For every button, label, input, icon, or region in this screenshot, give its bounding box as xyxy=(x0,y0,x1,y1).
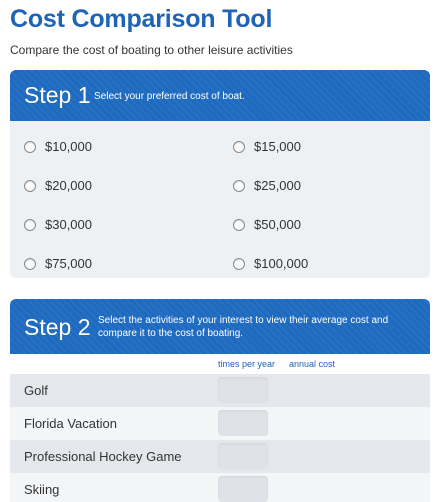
boat-cost-option-30000[interactable] xyxy=(24,217,92,232)
radio-button[interactable] xyxy=(233,219,245,231)
activity-row-skiing[interactable] xyxy=(10,473,430,502)
boat-cost-option-75000[interactable] xyxy=(24,256,92,271)
boat-cost-option-25000[interactable] xyxy=(233,178,301,193)
activity-table xyxy=(10,374,430,502)
activity-row-golf[interactable] xyxy=(10,374,430,407)
page-title: Cost Comparison Tool xyxy=(10,5,273,33)
boat-cost-options xyxy=(10,121,430,278)
option-label: $10,000 xyxy=(45,139,92,154)
option-label: $75,000 xyxy=(45,256,92,271)
step2-card xyxy=(10,299,430,502)
activity-label: Florida Vacation xyxy=(24,416,117,431)
step1-card xyxy=(10,70,430,278)
boat-cost-option-50000[interactable] xyxy=(233,217,301,232)
option-label: $30,000 xyxy=(45,217,92,232)
column-times-per-year: times per year xyxy=(218,359,276,369)
radio-button[interactable] xyxy=(233,180,245,192)
activity-row-florida-vacation[interactable] xyxy=(10,407,430,440)
option-label: $50,000 xyxy=(254,217,301,232)
option-label: $100,000 xyxy=(254,256,309,271)
option-label: $25,000 xyxy=(254,178,301,193)
step1-instruction: Select your preferred cost of boat. xyxy=(94,91,245,102)
boat-cost-option-10000[interactable] xyxy=(24,139,92,154)
activity-label: Golf xyxy=(24,383,48,398)
times-per-year-input[interactable] xyxy=(218,476,268,502)
boat-cost-option-15000[interactable] xyxy=(233,139,301,154)
activity-table-header xyxy=(10,354,430,374)
activity-label: Professional Hockey Game xyxy=(24,449,182,464)
option-label: $15,000 xyxy=(254,139,301,154)
radio-button[interactable] xyxy=(24,141,36,153)
radio-button[interactable] xyxy=(233,141,245,153)
activity-label: Skiing xyxy=(24,482,60,497)
step2-instruction: Select the activities of your interest to view their average cost and compare it to the cost of boating. xyxy=(98,315,389,339)
radio-button[interactable] xyxy=(233,258,245,270)
times-per-year-input[interactable] xyxy=(218,377,268,403)
step2-label: Step 2 xyxy=(24,314,91,340)
times-per-year-input[interactable] xyxy=(218,443,268,469)
page-subtitle: Compare the cost of boating to other leisure activities xyxy=(10,43,293,57)
radio-button[interactable] xyxy=(24,258,36,270)
times-per-year-input[interactable] xyxy=(218,410,268,436)
boat-cost-option-20000[interactable] xyxy=(24,178,92,193)
activity-row-professional-hockey-game[interactable] xyxy=(10,440,430,473)
option-label: $20,000 xyxy=(45,178,92,193)
step2-header xyxy=(10,299,430,354)
step1-label: Step 1 xyxy=(24,82,91,108)
radio-button[interactable] xyxy=(24,180,36,192)
radio-button[interactable] xyxy=(24,219,36,231)
step1-header xyxy=(10,70,430,121)
boat-cost-option-100000[interactable] xyxy=(233,256,308,271)
column-annual-cost: annual cost xyxy=(289,359,336,369)
